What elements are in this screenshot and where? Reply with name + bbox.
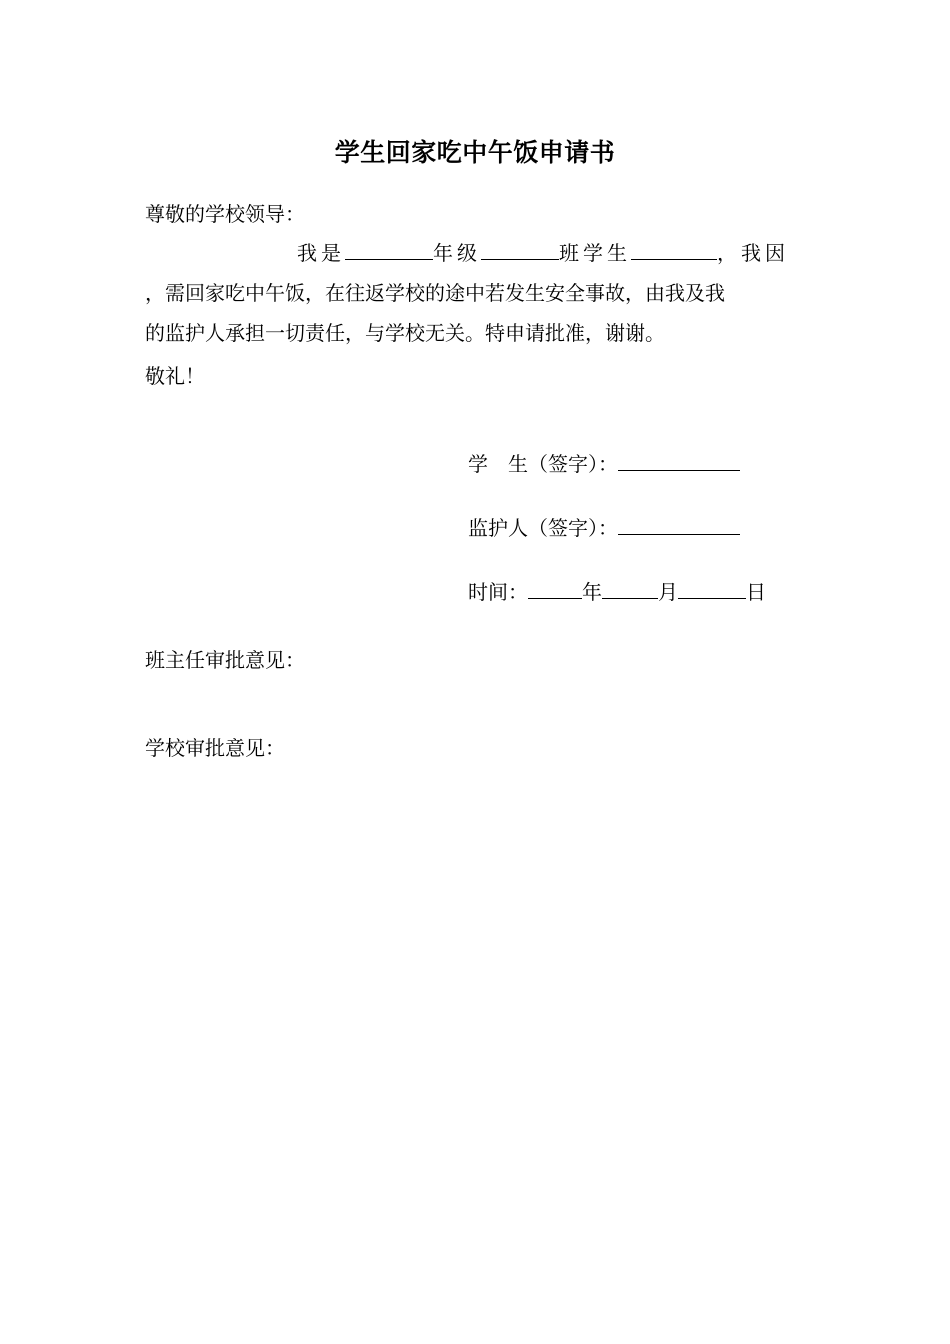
student-name-blank[interactable] <box>631 237 717 260</box>
student-signature-row <box>468 448 740 478</box>
month-blank[interactable] <box>602 576 658 599</box>
month-label: 月 <box>658 580 678 604</box>
document-title: 学生回家吃中午饭申请书 <box>334 138 616 167</box>
body-line-3: 的监护人承担一切责任，与学校无关。特申请批准，谢谢。 <box>145 321 665 345</box>
salutation: 尊敬的学校领导： <box>145 202 305 226</box>
year-blank[interactable] <box>528 576 582 599</box>
text-nianji: 年级 <box>433 241 481 265</box>
closing: 敬礼！ <box>145 364 205 388</box>
day-label: 日 <box>746 580 766 604</box>
guardian-signature-blank[interactable] <box>618 512 740 535</box>
class-blank[interactable] <box>481 237 559 260</box>
day-blank[interactable] <box>678 576 746 599</box>
year-label: 年 <box>582 580 602 604</box>
date-label: 时间： <box>468 580 528 604</box>
guardian-signature-label: 监护人（签字）： <box>468 516 618 540</box>
guardian-signature-row <box>468 512 740 542</box>
student-signature-blank[interactable] <box>618 448 740 471</box>
body-line-2: ，需回家吃中午饭，在往返学校的途中若发生安全事故，由我及我 <box>145 281 725 305</box>
text-wo-shi: 我是 <box>297 241 345 265</box>
teacher-approval-label: 班主任审批意见： <box>145 648 305 672</box>
student-signature-label: 学 生（签字）： <box>468 452 618 476</box>
text-wo-yin: ，我因 <box>717 241 789 265</box>
date-row <box>468 576 766 606</box>
text-ban-xuesheng: 班学生 <box>559 241 631 265</box>
school-approval-label: 学校审批意见： <box>145 736 285 760</box>
body-line-1 <box>145 237 805 267</box>
grade-blank[interactable] <box>345 237 433 260</box>
